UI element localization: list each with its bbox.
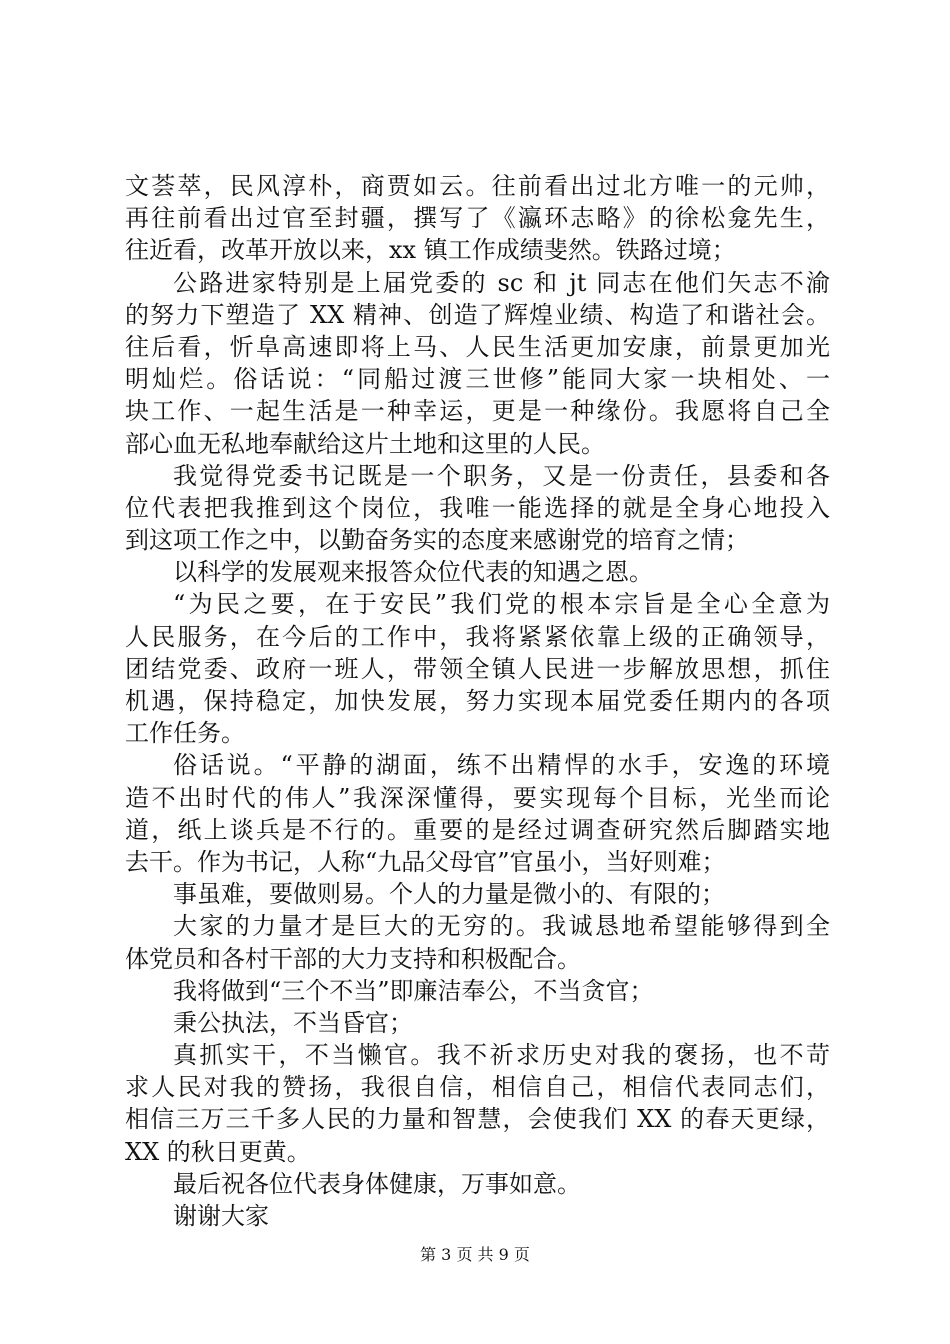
text-line: 去干。作为书记，人称“九品父母官”官虽小，当好则难； xyxy=(125,847,726,876)
text-line: 到这项工作之中，以勤奋务实的态度来感谢党的培育之情； xyxy=(125,526,749,555)
text-line: 大家的力量才是巨大的无穷的。我诚恳地希望能够得到全 xyxy=(173,912,830,941)
text-line: 我将做到“三个不当”即廉洁奉公，不当贪官； xyxy=(173,976,654,1005)
text-line: 文荟萃，民风淳朴，商贾如云。往前看出过北方唯一的元帅， xyxy=(125,172,830,200)
text-line: 真抓实干，不当懒官。我不祈求历史对我的褒扬，也不苛 xyxy=(173,1041,830,1070)
text-line: 体党员和各村干部的大力支持和积极配合。 xyxy=(125,944,581,973)
text-line: 机遇，保持稳定，加快发展，努力实现本届党委任期内的各项 xyxy=(125,687,830,715)
text-line: 俗话说。“平静的湖面，练不出精悍的水手，安逸的环境 xyxy=(173,751,830,780)
text-line: 最后祝各位代表身体健康，万事如意。 xyxy=(173,1169,581,1198)
text-line: 谢谢大家 xyxy=(173,1202,269,1230)
document-body xyxy=(125,170,830,1232)
text-line: 相信三万三千多人民的力量和智慧，会使我们 XX 的春天更绿， xyxy=(125,1105,830,1134)
text-line: “为民之要，在于安民”我们党的根本宗旨是全心全意为 xyxy=(173,590,830,619)
text-line: 往后看，忻阜高速即将上马、人民生活更加安康，前景更加光 xyxy=(125,332,830,361)
text-line: 事虽难，要做则易。个人的力量是微小的、有限的； xyxy=(173,880,725,909)
page-indicator: 第 3 页 共 9 页 xyxy=(420,1245,530,1264)
text-line: 求人民对我的赞扬，我很自信，相信自己，相信代表同志们， xyxy=(125,1073,830,1102)
text-line: 秉公执法，不当昏官； xyxy=(173,1008,413,1037)
text-line: 团结党委、政府一班人，带领全镇人民进一步解放思想，抓住 xyxy=(125,654,830,683)
text-line: 公路进家特别是上届党委的 sc 和 jt 同志在他们矢志不渝 xyxy=(173,268,830,297)
text-line: 再往前看出过官至封疆，撰写了《瀛环志略》的徐松龛先生， xyxy=(125,204,830,233)
text-line: 道，纸上谈兵是不行的。重要的是经过调查研究然后脚踏实地 xyxy=(125,815,830,844)
text-line: XX 的秋日更黄。 xyxy=(125,1137,311,1166)
text-line: 明灿烂。俗话说：“同船过渡三世修”能同大家一块相处、一 xyxy=(125,365,830,394)
text-line: 往近看，改革开放以来，xx 镇工作成绩斐然。铁路过境； xyxy=(125,236,736,265)
text-line: 造不出时代的伟人”我深深懂得，要实现每个目标，光坐而论 xyxy=(125,783,830,812)
text-line: 的努力下塑造了 XX 精神、创造了辉煌业绩、构造了和谐社会。 xyxy=(125,300,830,329)
text-line: 部心血无私地奉献给这片土地和这里的人民。 xyxy=(125,429,605,458)
text-line: 块工作、一起生活是一种幸运，更是一种缘份。我愿将自己全 xyxy=(125,397,830,426)
text-line: 我觉得党委书记既是一个职务，又是一份责任，县委和各 xyxy=(173,461,830,490)
text-line: 工作任务。 xyxy=(125,719,245,748)
text-line: 以科学的发展观来报答众位代表的知遇之恩。 xyxy=(173,558,653,587)
text-line: 人民服务，在今后的工作中，我将紧紧依靠上级的正确领导， xyxy=(125,622,830,651)
text-line: 位代表把我推到这个岗位，我唯一能选择的就是全身心地投入 xyxy=(125,493,830,522)
